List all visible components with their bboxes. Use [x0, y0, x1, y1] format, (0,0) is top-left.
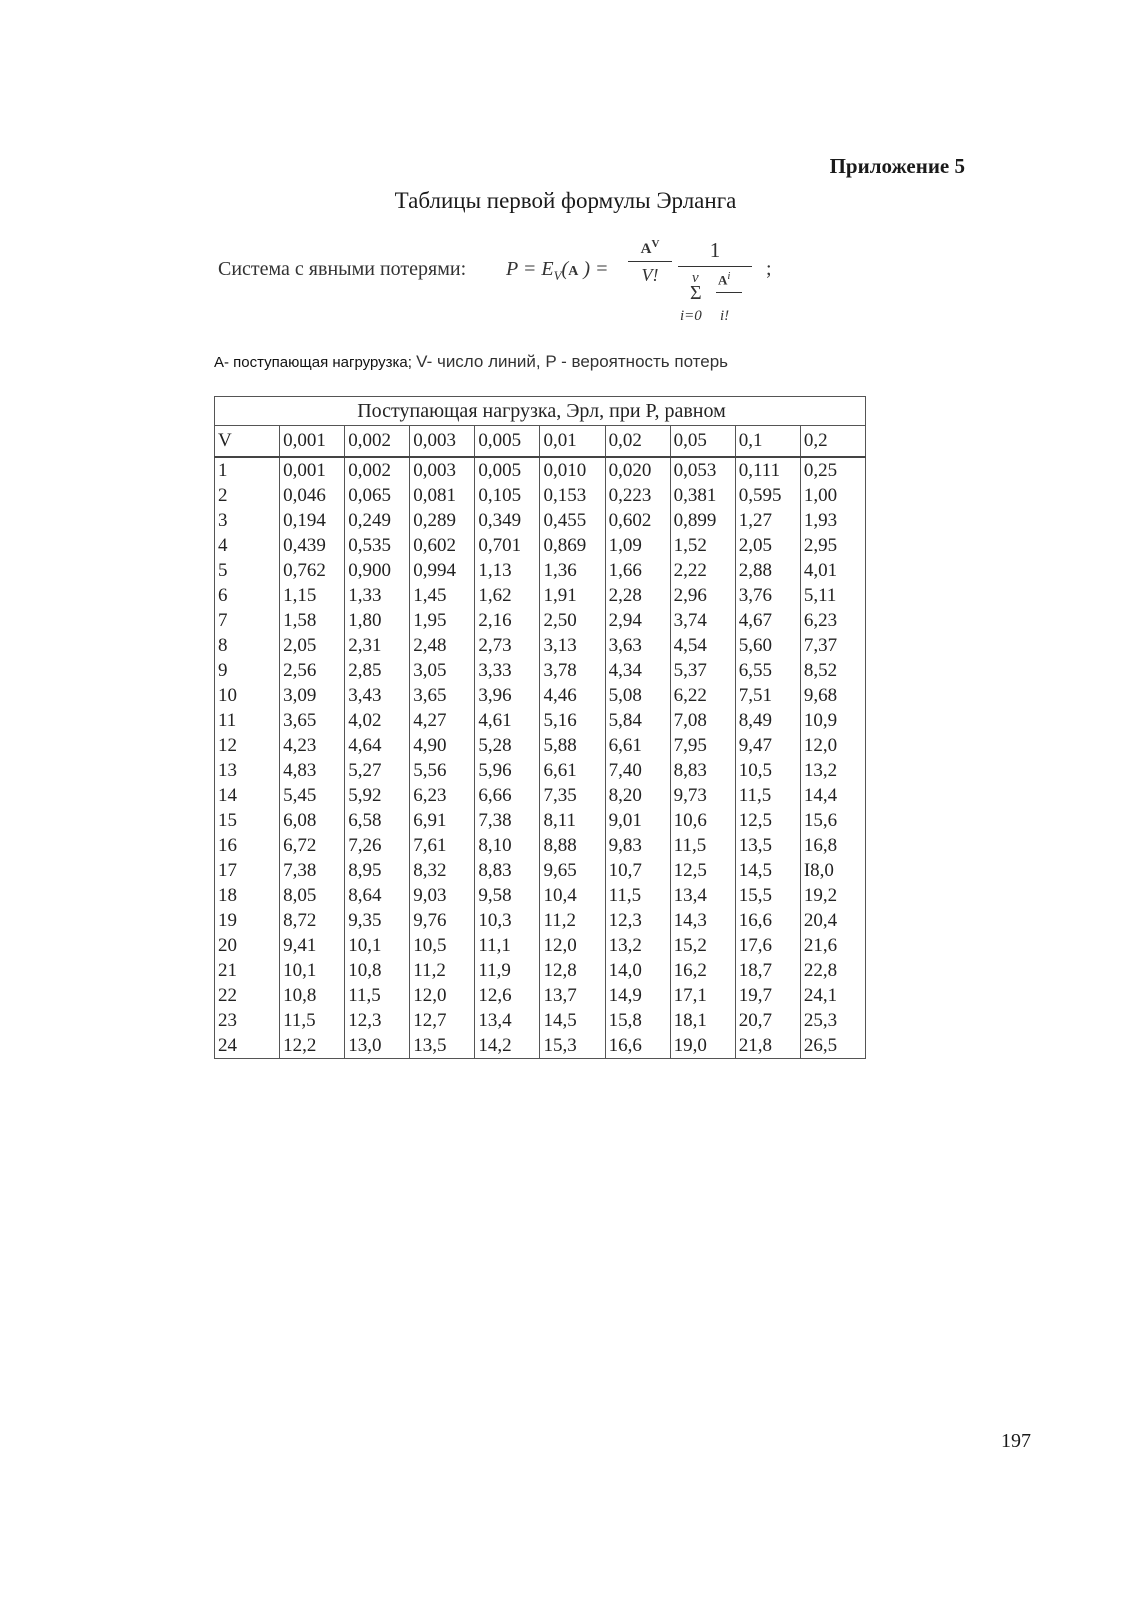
table-cell: 10,3: [475, 908, 540, 933]
table-cell: 5,08: [605, 683, 670, 708]
table-cell: 7,38: [280, 858, 345, 883]
table-cell: 6,61: [540, 758, 605, 783]
table-cell: 0,869: [540, 533, 605, 558]
table-row: [215, 933, 866, 958]
table-cell: 5,28: [475, 733, 540, 758]
table-cell: 2,16: [475, 608, 540, 633]
table-cell: 7,61: [410, 833, 475, 858]
row-lines-cell: 7: [215, 608, 280, 633]
table-cell: 2,88: [735, 558, 800, 583]
table-cell: 11,2: [410, 958, 475, 983]
table-cell: 5,27: [345, 758, 410, 783]
table-cell: 0,010: [540, 457, 605, 483]
row-lines-cell: 14: [215, 783, 280, 808]
table-cell: 7,37: [800, 633, 865, 658]
table-cell: 4,64: [345, 733, 410, 758]
table-cell: 0,701: [475, 533, 540, 558]
table-cell: 25,3: [800, 1008, 865, 1033]
header-cell: 0,005: [475, 426, 540, 458]
table-cell: 2,48: [410, 633, 475, 658]
legend-lines-probability: V- число линий, P - вероятность потерь: [416, 352, 729, 371]
table-cell: 15,3: [540, 1033, 605, 1059]
table-cell: 22,8: [800, 958, 865, 983]
table-cell: 15,8: [605, 1008, 670, 1033]
row-lines-cell: 6: [215, 583, 280, 608]
table-cell: 3,05: [410, 658, 475, 683]
erlang-table: [214, 396, 866, 1059]
table-cell: 3,65: [280, 708, 345, 733]
table-cell: 9,68: [800, 683, 865, 708]
table-cell: 12,5: [735, 808, 800, 833]
table-cell: 1,33: [345, 583, 410, 608]
table-cell: 7,95: [670, 733, 735, 758]
table-cell: 11,5: [605, 883, 670, 908]
legend-load: A- поступающая нагрурузка;: [214, 354, 412, 371]
header-cell: 0,05: [670, 426, 735, 458]
table-cell: 10,1: [345, 933, 410, 958]
row-lines-cell: 8: [215, 633, 280, 658]
table-row: [215, 558, 866, 583]
table-cell: 13,4: [670, 883, 735, 908]
table-cell: 0,381: [670, 483, 735, 508]
formula-sum-fraction: 1 ν Σ i=0 $A^i$ i!: [678, 238, 752, 330]
table-cell: 16,6: [735, 908, 800, 933]
table-cell: 12,6: [475, 983, 540, 1008]
table-cell: 3,09: [280, 683, 345, 708]
header-cell: 0,1: [735, 426, 800, 458]
formula-fraction: $A^V$ V!: [628, 238, 672, 286]
table-cell: 6,66: [475, 783, 540, 808]
row-lines-cell: 12: [215, 733, 280, 758]
legend-line: [214, 352, 728, 372]
table-cell: 2,50: [540, 608, 605, 633]
row-lines-cell: 22: [215, 983, 280, 1008]
row-lines-cell: 23: [215, 1008, 280, 1033]
table-cell: 0,194: [280, 508, 345, 533]
table-cell: 8,64: [345, 883, 410, 908]
table-cell: 10,5: [410, 933, 475, 958]
row-lines-cell: 15: [215, 808, 280, 833]
table-cell: 0,535: [345, 533, 410, 558]
table-cell: 8,10: [475, 833, 540, 858]
table-cell: 0,153: [540, 483, 605, 508]
table-cell: 0,455: [540, 508, 605, 533]
table-cell: 1,00: [800, 483, 865, 508]
table-row: [215, 608, 866, 633]
table-cell: 0,111: [735, 457, 800, 483]
table-cell: 0,001: [280, 457, 345, 483]
row-lines-cell: 5: [215, 558, 280, 583]
table-cell: 2,05: [280, 633, 345, 658]
table-cell: 26,5: [800, 1033, 865, 1059]
table-cell: 13,2: [800, 758, 865, 783]
table-cell: 2,95: [800, 533, 865, 558]
table-cell: 24,1: [800, 983, 865, 1008]
table-cell: 4,83: [280, 758, 345, 783]
table-cell: 1,09: [605, 533, 670, 558]
table-cell: 12,3: [345, 1008, 410, 1033]
table-cell: 1,52: [670, 533, 735, 558]
table-cell: 8,88: [540, 833, 605, 858]
table-cell: 8,83: [670, 758, 735, 783]
table-cell: 4,61: [475, 708, 540, 733]
table-cell: 10,7: [605, 858, 670, 883]
table-cell: 2,22: [670, 558, 735, 583]
table-cell: 5,92: [345, 783, 410, 808]
table-row: [215, 457, 866, 483]
table-cell: 0,602: [410, 533, 475, 558]
table-cell: 21,6: [800, 933, 865, 958]
table-cell: 0,595: [735, 483, 800, 508]
table-cell: 8,52: [800, 658, 865, 683]
table-cell: 20,4: [800, 908, 865, 933]
page-title: Таблицы первой формулы Эрланга: [394, 188, 737, 213]
table-cell: 7,40: [605, 758, 670, 783]
header-cell: 0,02: [605, 426, 670, 458]
table-cell: 14,0: [605, 958, 670, 983]
table-row: [215, 808, 866, 833]
table-cell: 0,081: [410, 483, 475, 508]
table-cell: 11,5: [735, 783, 800, 808]
table-cell: 14,3: [670, 908, 735, 933]
table-cell: 6,22: [670, 683, 735, 708]
table-cell: 3,65: [410, 683, 475, 708]
table-cell: 3,13: [540, 633, 605, 658]
table-cell: 14,5: [540, 1008, 605, 1033]
row-lines-cell: 3: [215, 508, 280, 533]
table-row: [215, 733, 866, 758]
table-cell: 8,95: [345, 858, 410, 883]
table-cell: 13,2: [605, 933, 670, 958]
page-number: 197: [1001, 1430, 1031, 1452]
table-cell: 16,6: [605, 1033, 670, 1059]
table-cell: 9,41: [280, 933, 345, 958]
row-lines-cell: 9: [215, 658, 280, 683]
table-cell: 3,96: [475, 683, 540, 708]
header-cell: 0,003: [410, 426, 475, 458]
header-cell: 0,002: [345, 426, 410, 458]
header-cell: 0,01: [540, 426, 605, 458]
table-row: [215, 1033, 866, 1059]
table-header-row: [215, 426, 866, 458]
table-cell: 6,61: [605, 733, 670, 758]
table-cell: 7,35: [540, 783, 605, 808]
table-row: [215, 583, 866, 608]
table-cell: 9,01: [605, 808, 670, 833]
table-row: [215, 958, 866, 983]
table-row: [215, 508, 866, 533]
table-row: [215, 883, 866, 908]
header-cell: V: [215, 426, 280, 458]
table-row: [215, 833, 866, 858]
table-cell: 1,80: [345, 608, 410, 633]
table-cell: 0,105: [475, 483, 540, 508]
table-cell: 12,2: [280, 1033, 345, 1059]
table-cell: 2,31: [345, 633, 410, 658]
table-cell: 14,2: [475, 1033, 540, 1059]
table-cell: 4,46: [540, 683, 605, 708]
table-cell: 15,6: [800, 808, 865, 833]
table-cell: 11,5: [280, 1008, 345, 1033]
table-cell: 11,1: [475, 933, 540, 958]
table-cell: 8,20: [605, 783, 670, 808]
table-cell: 1,62: [475, 583, 540, 608]
row-lines-cell: 24: [215, 1033, 280, 1059]
table-cell: 5,11: [800, 583, 865, 608]
table-cell: 7,38: [475, 808, 540, 833]
table-cell: 2,28: [605, 583, 670, 608]
table-row: [215, 858, 866, 883]
table-row: [215, 783, 866, 808]
table-cell: 0,223: [605, 483, 670, 508]
table-cell: 0,994: [410, 558, 475, 583]
row-lines-cell: 10: [215, 683, 280, 708]
table-cell: 8,05: [280, 883, 345, 908]
table-row: [215, 708, 866, 733]
table-cell: 9,58: [475, 883, 540, 908]
table-cell: 4,34: [605, 658, 670, 683]
table-cell: 0,005: [475, 457, 540, 483]
table-cell: 5,60: [735, 633, 800, 658]
row-lines-cell: 20: [215, 933, 280, 958]
row-lines-cell: 18: [215, 883, 280, 908]
table-cell: 9,83: [605, 833, 670, 858]
table-cell: 11,9: [475, 958, 540, 983]
table-cell: 6,58: [345, 808, 410, 833]
table-cell: 11,5: [345, 983, 410, 1008]
table-cell: 12,0: [410, 983, 475, 1008]
table-cell: I8,0: [800, 858, 865, 883]
table-cell: 7,08: [670, 708, 735, 733]
table-cell: 13,4: [475, 1008, 540, 1033]
table-cell: 4,01: [800, 558, 865, 583]
table-cell: 3,33: [475, 658, 540, 683]
erlang-formula: Система с явными потерями: $P = E_V(A$ ) = $A^V$ V! 1 ν Σ i=0 $A^i$ i! ;: [218, 238, 838, 338]
table-cell: 5,56: [410, 758, 475, 783]
table-cell: 3,78: [540, 658, 605, 683]
formula-lhs: $P = E_V(A$ ) =: [506, 258, 609, 283]
table-cell: 11,5: [670, 833, 735, 858]
table-cell: 6,23: [410, 783, 475, 808]
table-cell: 0,762: [280, 558, 345, 583]
table-cell: 4,02: [345, 708, 410, 733]
table-cell: 1,66: [605, 558, 670, 583]
table-cell: 5,96: [475, 758, 540, 783]
table-cell: 1,91: [540, 583, 605, 608]
table-cell: 0,899: [670, 508, 735, 533]
table-cell: 3,63: [605, 633, 670, 658]
table-cell: 10,4: [540, 883, 605, 908]
table-cell: 1,93: [800, 508, 865, 533]
table-cell: 1,95: [410, 608, 475, 633]
table-cell: 17,6: [735, 933, 800, 958]
table-cell: 13,5: [735, 833, 800, 858]
table-cell: 2,73: [475, 633, 540, 658]
table-cell: 11,2: [540, 908, 605, 933]
table-cell: 6,91: [410, 808, 475, 833]
table-cell: 8,72: [280, 908, 345, 933]
table-cell: 18,7: [735, 958, 800, 983]
table-cell: 9,76: [410, 908, 475, 933]
table-cell: 5,84: [605, 708, 670, 733]
table-cell: 16,2: [670, 958, 735, 983]
table-cell: 9,47: [735, 733, 800, 758]
table-cell: 8,32: [410, 858, 475, 883]
table-row: [215, 533, 866, 558]
table-cell: 3,76: [735, 583, 800, 608]
row-lines-cell: 19: [215, 908, 280, 933]
table-cell: 0,349: [475, 508, 540, 533]
table-cell: 9,73: [670, 783, 735, 808]
table-cell: 6,08: [280, 808, 345, 833]
table-cell: 1,13: [475, 558, 540, 583]
row-lines-cell: 4: [215, 533, 280, 558]
table-body: [215, 457, 866, 1059]
table-cell: 5,37: [670, 658, 735, 683]
table-cell: 19,0: [670, 1033, 735, 1059]
header-cell: 0,001: [280, 426, 345, 458]
table-cell: 8,11: [540, 808, 605, 833]
table-cell: 10,8: [280, 983, 345, 1008]
table-cell: 1,58: [280, 608, 345, 633]
table-cell: 14,9: [605, 983, 670, 1008]
table-cell: 1,15: [280, 583, 345, 608]
table-cell: 0,020: [605, 457, 670, 483]
table-cell: 15,5: [735, 883, 800, 908]
table-row: [215, 1008, 866, 1033]
table-row: [215, 983, 866, 1008]
table-cell: 12,7: [410, 1008, 475, 1033]
table-cell: 12,5: [670, 858, 735, 883]
table-row: [215, 683, 866, 708]
table-cell: 4,54: [670, 633, 735, 658]
table-cell: 0,053: [670, 457, 735, 483]
table-cell: 0,249: [345, 508, 410, 533]
table-row: [215, 908, 866, 933]
table-cell: 5,45: [280, 783, 345, 808]
table-cell: 5,16: [540, 708, 605, 733]
row-lines-cell: 1: [215, 457, 280, 483]
table-cell: 7,51: [735, 683, 800, 708]
table-cell: 0,439: [280, 533, 345, 558]
row-lines-cell: 21: [215, 958, 280, 983]
table-cell: 5,88: [540, 733, 605, 758]
table-cell: 15,2: [670, 933, 735, 958]
table-cell: 1,36: [540, 558, 605, 583]
table-cell: 8,49: [735, 708, 800, 733]
table-cell: 6,23: [800, 608, 865, 633]
table-cell: 10,6: [670, 808, 735, 833]
table-cell: 2,05: [735, 533, 800, 558]
table-cell: 2,96: [670, 583, 735, 608]
table-cell: 9,03: [410, 883, 475, 908]
table-cell: 19,2: [800, 883, 865, 908]
table-cell: 1,27: [735, 508, 800, 533]
table-cell: 0,065: [345, 483, 410, 508]
table-cell: 13,0: [345, 1033, 410, 1059]
table-cell: 1,45: [410, 583, 475, 608]
table-row: [215, 483, 866, 508]
table-cell: 6,55: [735, 658, 800, 683]
table-cell: 0,602: [605, 508, 670, 533]
row-lines-cell: 2: [215, 483, 280, 508]
table-cell: 12,8: [540, 958, 605, 983]
formula-label: Система с явными потерями:: [218, 258, 467, 280]
table-cell: 0,002: [345, 457, 410, 483]
table-cell: 10,8: [345, 958, 410, 983]
table-cell: 2,94: [605, 608, 670, 633]
table-cell: 2,85: [345, 658, 410, 683]
table-row: [215, 758, 866, 783]
table-cell: 0,046: [280, 483, 345, 508]
row-lines-cell: 13: [215, 758, 280, 783]
table-cell: 12,3: [605, 908, 670, 933]
table-cell: 10,9: [800, 708, 865, 733]
table-cell: 8,83: [475, 858, 540, 883]
row-lines-cell: 16: [215, 833, 280, 858]
table-cell: 4,67: [735, 608, 800, 633]
table-row: [215, 658, 866, 683]
table-cell: 20,7: [735, 1008, 800, 1033]
table-cell: 14,4: [800, 783, 865, 808]
table-cell: 10,1: [280, 958, 345, 983]
table-cell: 9,35: [345, 908, 410, 933]
table-cell: 4,90: [410, 733, 475, 758]
table-cell: 3,43: [345, 683, 410, 708]
appendix-label: Приложение 5: [829, 154, 965, 178]
table-cell: 13,7: [540, 983, 605, 1008]
row-lines-cell: 11: [215, 708, 280, 733]
header-cell: 0,2: [800, 426, 865, 458]
row-lines-cell: 17: [215, 858, 280, 883]
table-cell: 0,900: [345, 558, 410, 583]
table-cell: 14,5: [735, 858, 800, 883]
table-cell: 18,1: [670, 1008, 735, 1033]
table-row: [215, 633, 866, 658]
table-cell: 0,25: [800, 457, 865, 483]
table-cell: 21,8: [735, 1033, 800, 1059]
table-caption: Поступающая нагрузка, Эрл, при P, равном: [215, 397, 866, 426]
table-cell: 17,1: [670, 983, 735, 1008]
table-cell: 12,0: [540, 933, 605, 958]
table-cell: 4,27: [410, 708, 475, 733]
table-cell: 3,74: [670, 608, 735, 633]
table-cell: 10,5: [735, 758, 800, 783]
table-cell: 12,0: [800, 733, 865, 758]
table-cell: 16,8: [800, 833, 865, 858]
table-cell: 2,56: [280, 658, 345, 683]
table-cell: 13,5: [410, 1033, 475, 1059]
table-cell: 0,003: [410, 457, 475, 483]
table-cell: 0,289: [410, 508, 475, 533]
table-cell: 4,23: [280, 733, 345, 758]
table-cell: 9,65: [540, 858, 605, 883]
table-cell: 7,26: [345, 833, 410, 858]
table-cell: 19,7: [735, 983, 800, 1008]
table-cell: 6,72: [280, 833, 345, 858]
